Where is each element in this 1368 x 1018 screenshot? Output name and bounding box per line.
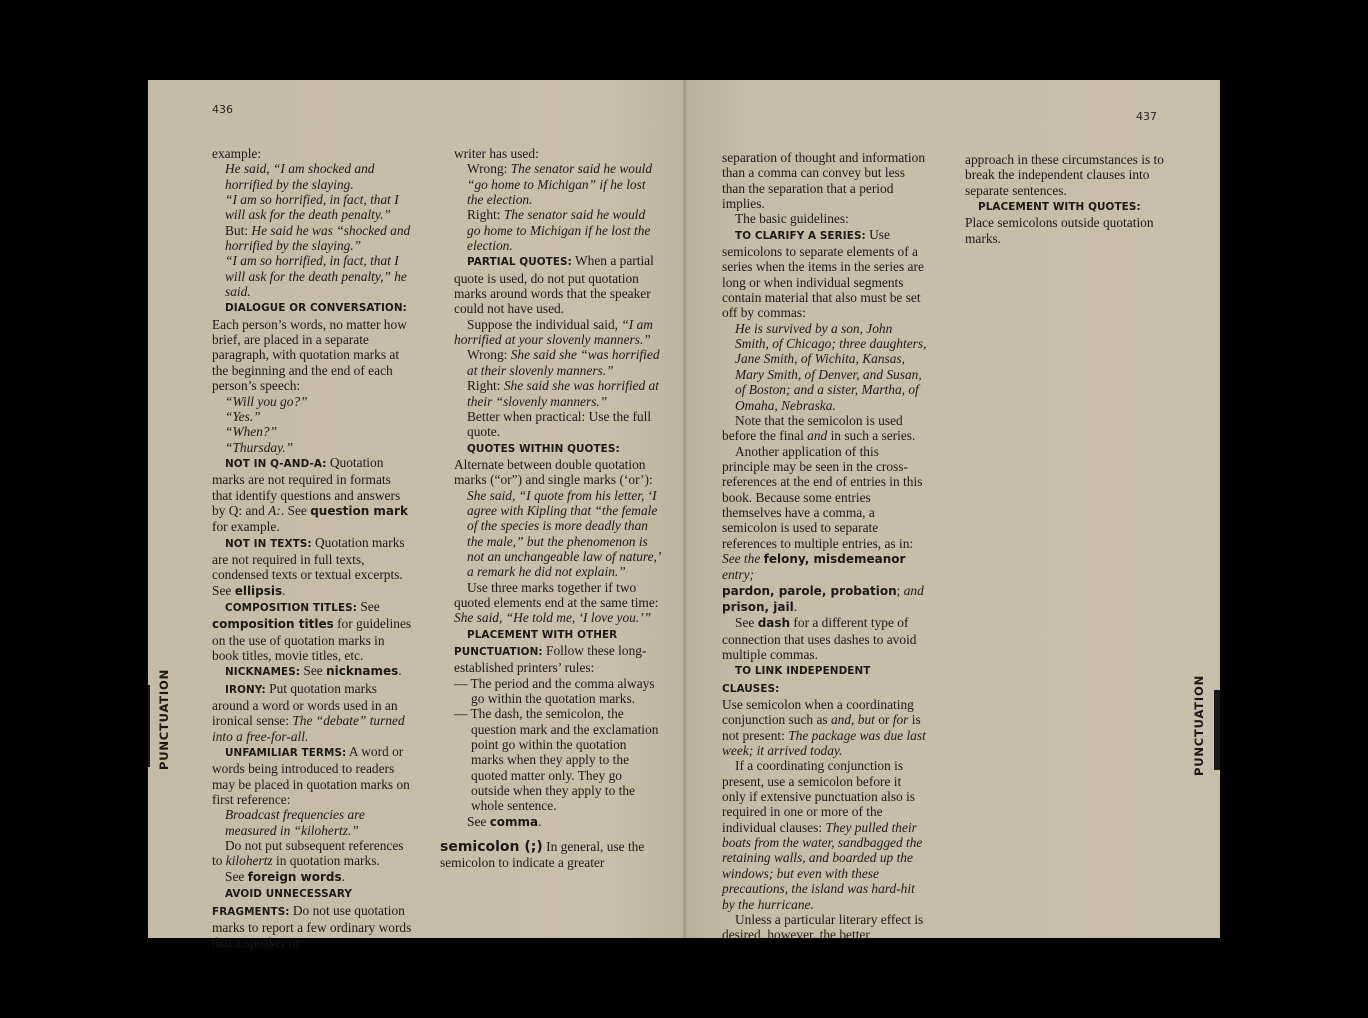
text-run: Use semicolons to separate elements of a series when the items in the series are long or when individual segments contain material that also must be set off by commas: — [722, 226, 924, 321]
text-run: Put quotation marks around a word or words used in an ironical sense: — [212, 680, 398, 729]
text-run: for — [892, 712, 909, 728]
paragraph — [454, 626, 660, 676]
text-run: The basic guidelines: — [735, 211, 849, 227]
paragraph — [212, 663, 412, 680]
text-run: See the — [722, 550, 764, 566]
section-heading: PLACEMENT WITH QUOTES: — [978, 201, 1141, 214]
cross-reference: foreign words — [247, 869, 342, 884]
text-run: She said, “I quote from his letter, ‘I agree with Kipling that “the female of the species is more deadly than the male,” but the phenomenon is not an unchangeable law of nature,’ a remark he did not explain.” — [467, 487, 660, 580]
paragraph — [212, 440, 412, 455]
text-run: . — [282, 582, 286, 598]
text-run: But: — [225, 222, 252, 238]
text-run: Broadcast frequencies are measured in “kilohertz.” — [225, 807, 365, 838]
paragraph — [454, 440, 660, 488]
text-run: He said he was “shocked and horrified by the slaying.” — [225, 222, 411, 254]
text-run: writer has used: — [454, 146, 539, 161]
text-run: When a partial quote is used, do not put quotation marks around words that the speaker could not have used. — [454, 253, 654, 317]
book-spread — [148, 80, 1220, 951]
text-run: separation of thought and information than a comma can convey but less than the separation that a period implies. — [722, 150, 926, 212]
paragraph — [212, 744, 412, 807]
section-heading: NOT IN TEXTS: — [225, 537, 312, 550]
paragraph — [212, 807, 412, 838]
text-run: “When?” — [225, 424, 278, 440]
paragraph — [965, 198, 1169, 246]
text-run: kilohertz — [225, 853, 273, 869]
paragraph — [212, 424, 412, 439]
text-run: See — [357, 598, 380, 614]
text-run: Alternate between double quotation marks (“or”) and single marks (‘or’): — [454, 456, 653, 488]
right-page — [686, 80, 1220, 943]
text-run: is not present: — [722, 712, 921, 743]
page-number-left: 436 — [212, 103, 233, 116]
paragraph — [454, 814, 660, 830]
cross-reference: question mark — [310, 503, 408, 518]
text-run: “I am so horrified, in fact, that I will ask for the death penalty.” — [225, 192, 399, 223]
paragraph — [722, 615, 928, 662]
text-run: in quotation marks. — [272, 853, 380, 869]
text-run: ; — [896, 582, 901, 598]
entry-heading: semicolon (;) — [440, 839, 543, 856]
section-heading: AVOID UNNECESSARY FRAGMENTS: — [212, 888, 352, 918]
paragraph — [965, 152, 1169, 198]
paragraph — [722, 697, 928, 758]
paragraph — [454, 347, 660, 378]
paragraph — [454, 161, 660, 207]
text-run: “Yes.” — [225, 408, 261, 424]
text-run: for guidelines on the use of quotation marks in book titles, movie titles, etc. — [212, 616, 412, 663]
text-run: . — [398, 663, 402, 679]
side-tab-marker-right — [1214, 690, 1220, 770]
text-run: Place semicolons outside quotation marks. — [965, 215, 1154, 246]
paragraph — [212, 253, 412, 299]
text-run: See — [467, 813, 490, 829]
text-run: . — [538, 813, 542, 829]
text-run: “I am horrified at your slovenly manners.” — [454, 316, 653, 348]
section-heading: PLACEMENT WITH OTHER PUNCTUATION: — [454, 628, 618, 658]
text-run: and — [900, 582, 924, 598]
paragraph — [454, 317, 660, 348]
cross-reference: dash — [757, 616, 791, 631]
text-run: Suppose the individual said, — [467, 316, 622, 332]
section-heading: PARTIAL QUOTES: — [467, 256, 572, 269]
left-page-column-2 — [440, 146, 660, 871]
text-run: She said she “was horrified at their slovenly manners.” — [467, 347, 660, 378]
text-run: . — [341, 868, 345, 884]
text-run: . — [793, 598, 798, 614]
text-run: Use three marks together if two quoted elements end at the same time: — [454, 579, 659, 610]
text-run: approach in these circumstances is to break the independent clauses into separate sentences. — [965, 152, 1164, 198]
text-run: Use semicolon when a coordinating conjunction such as — [722, 697, 914, 728]
text-run: Wrong: — [467, 347, 511, 363]
paragraph — [722, 583, 928, 616]
paragraph — [212, 409, 412, 424]
cross-reference: ellipsis — [234, 583, 283, 598]
right-page-column-2 — [965, 152, 1169, 246]
text-run: Do not put subsequent references to — [212, 838, 404, 869]
text-run: The senator said he would go home to Michigan if he lost the election. — [467, 207, 651, 254]
text-run: or — [874, 712, 893, 728]
text-run: If a coordinating conjunction is present, use a semicolon before it only if extensive punctuation also is required in one or more of the individual clauses: — [722, 758, 916, 835]
paragraph — [212, 317, 412, 394]
text-run: He is survived by a son, John Smith, of Chicago; three daughters, Jane Smith, of Wichita, Kansas, Mary Smith, of Denver, and Susan, of Boston; and a sister, Martha, of Omaha, Nebraska. — [735, 320, 927, 413]
text-run: — The period and the comma always go within the quotation marks. — [454, 675, 655, 707]
paragraph — [212, 681, 412, 744]
paragraph — [212, 885, 412, 950]
text-run: “Will you go?” — [225, 393, 308, 409]
paragraph — [212, 535, 412, 599]
text-run: Another application of this principle may be seen in the cross-references at the end of entries in this book. Because some entries themselves have a comma, a semicolon is used to separate references to multiple entries, as in: — [722, 443, 923, 551]
text-run: She said, “He told me, ‘I love you.’” — [454, 610, 652, 626]
side-tab-marker-left — [148, 685, 150, 767]
side-tab-left: PUNCTUATION — [157, 669, 171, 770]
side-tab-right: PUNCTUATION — [1192, 675, 1206, 776]
section-heading: DIALOGUE OR CONVERSATION: — [225, 302, 407, 315]
cross-reference: nicknames — [326, 664, 399, 679]
section-heading: NOT IN Q-AND-A: — [225, 457, 327, 470]
section-heading: UNFAMILIAR TERMS: — [225, 747, 347, 760]
paragraph — [722, 662, 928, 697]
paragraph — [722, 444, 928, 583]
text-run: Better when practical: Use the full quote. — [467, 408, 652, 440]
left-page — [148, 80, 686, 951]
paragraph — [212, 192, 412, 223]
section-heading: NICKNAMES: — [225, 666, 301, 679]
text-run: See — [300, 663, 327, 679]
text-run: Note that the semicolon is used before the final — [722, 412, 903, 444]
text-run: In general, use the semicolon to indicate a greater — [440, 839, 645, 871]
text-run: The package was due last week; it arrived today. — [722, 727, 926, 759]
text-run: example: — [212, 146, 262, 161]
section-heading: IRONY: — [225, 683, 266, 696]
text-run: “Thursday.” — [225, 439, 294, 455]
text-run: and, but — [830, 712, 875, 728]
text-run: They pulled their boats from the water, sandbagged the retaining walls, and boarded up the windows; but even with these precautions, the island was hard-hit by the hurricane. — [722, 819, 923, 912]
section-heading: QUOTES WITHIN QUOTES: — [467, 442, 620, 455]
paragraph — [454, 580, 660, 626]
text-run: for example. — [212, 519, 280, 535]
paragraph — [212, 299, 412, 316]
text-run: Unless a particular literary effect is desired, however, the better — [722, 911, 924, 943]
section-heading: TO CLARIFY A SERIES: — [735, 229, 866, 242]
text-run: and — [807, 428, 828, 444]
paragraph — [212, 223, 412, 254]
left-page-column-1 — [212, 146, 412, 951]
text-run: See — [225, 868, 248, 884]
section-heading: COMPOSITION TITLES: — [225, 601, 357, 614]
paragraph — [212, 838, 412, 869]
text-run: . See — [280, 502, 311, 518]
cross-reference: pardon, parole, probation — [722, 583, 897, 598]
paragraph — [454, 253, 660, 316]
paragraph — [722, 758, 928, 911]
text-run: The “debate” turned into a free-for-all. — [212, 713, 405, 744]
text-run: Follow these long-established printers’ rules: — [454, 643, 647, 676]
text-run: Right: — [467, 378, 504, 394]
paragraph — [722, 321, 928, 413]
paragraph — [212, 394, 412, 409]
paragraph — [454, 488, 660, 580]
section-heading: TO LINK INDEPENDENT CLAUSES: — [722, 665, 871, 695]
cross-reference: felony, misdemeanor — [763, 551, 906, 566]
text-run: Wrong: — [467, 161, 511, 177]
text-run: She said she was horrified at their “slovenly manners.” — [467, 378, 659, 409]
paragraph — [722, 211, 928, 226]
cross-reference: prison, jail — [722, 599, 794, 614]
cross-reference: composition titles — [212, 617, 334, 632]
text-run: for a different type of connection that uses dashes to avoid multiple commas. — [722, 615, 917, 662]
text-run: A word or words being introduced to readers may be placed in quotation marks on first reference: — [212, 744, 410, 808]
paragraph — [722, 227, 928, 321]
text-run: Each person’s words, no matter how brief, are placed in a separate paragraph, with quotation marks at the beginning and the end of each person’s speech: — [212, 316, 407, 394]
text-run: Quotation marks are not required in full texts, condensed texts or textual excerpts. See — [212, 534, 405, 598]
text-run: A: — [268, 502, 281, 518]
text-run: “I am so horrified, in fact, that I will ask for the death penalty,” he said. — [225, 253, 407, 300]
paragraph — [454, 676, 660, 707]
paragraph — [212, 146, 412, 161]
paragraph — [454, 409, 660, 440]
paragraph — [212, 161, 412, 192]
text-run: See — [735, 615, 758, 631]
text-run: Right: — [467, 207, 504, 223]
paragraph — [454, 146, 660, 161]
text-run: He said, “I am shocked and horrified by the slaying. — [225, 161, 375, 192]
text-run: in such a series. — [827, 428, 916, 444]
paragraph — [454, 207, 660, 253]
text-run: Quotation marks are not required in formats that identify questions and answers by Q: and — [212, 454, 401, 518]
text-run: Do not use quotation marks to report a few ordinary words that a speaker or — [212, 902, 412, 951]
text-run: entry; — [722, 567, 754, 583]
paragraph — [440, 839, 660, 871]
paragraph — [722, 150, 928, 211]
paragraph — [212, 599, 412, 663]
right-page-column-1 — [722, 150, 928, 943]
paragraph — [212, 455, 412, 535]
text-run: The senator said he would “go home to Michigan” if he lost the election. — [467, 161, 653, 208]
paragraph — [722, 413, 928, 444]
text-run: — The dash, the semicolon, the question mark and the exclamation point go within the quotation marks when they apply to the quoted matter only. They go outside when they apply to the whole sentence. — [454, 706, 659, 814]
paragraph — [212, 869, 412, 885]
paragraph — [722, 912, 928, 943]
paragraph — [454, 706, 660, 813]
page-number-right: 437 — [1136, 110, 1157, 123]
paragraph — [454, 378, 660, 409]
cross-reference: comma — [489, 814, 539, 829]
